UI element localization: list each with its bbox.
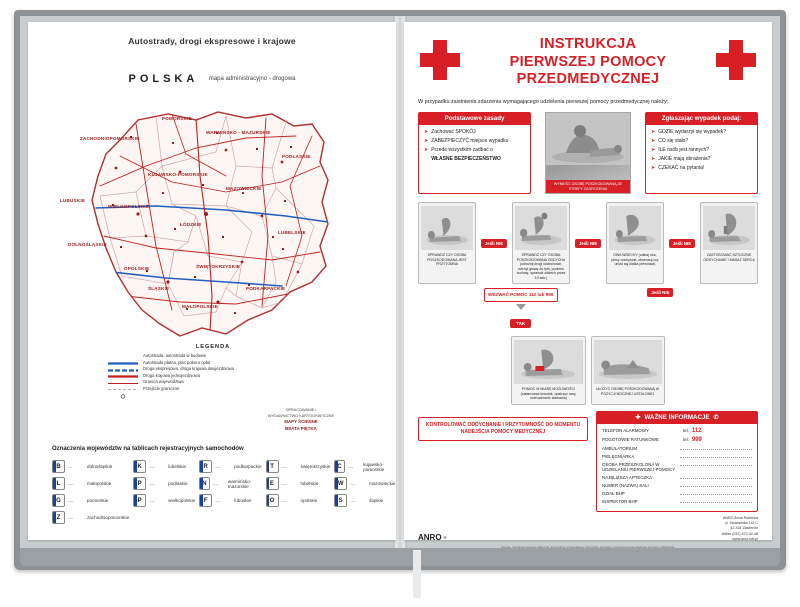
poster-title xyxy=(470,36,706,89)
report-item xyxy=(651,147,752,154)
report-item-label: JAKIE mają obrażenia? xyxy=(658,156,711,163)
address-line: www.anro.net.pl xyxy=(732,536,758,541)
step-text: ZASTOSOWAĆ SZTUCZNE ODDYCHANIE I MASAŻ SERCA xyxy=(703,253,755,262)
plate-item xyxy=(266,460,331,473)
voivodeship-label: WARMIŃSKO - MAZURSKIE xyxy=(206,130,271,135)
voivodeship-label: POMORSKIE xyxy=(162,116,192,121)
procedure-steps xyxy=(418,202,758,405)
info-row xyxy=(602,491,752,496)
poster-header xyxy=(418,34,758,96)
plate-letter: W xyxy=(334,477,347,490)
plate-dots: .... xyxy=(215,497,221,504)
basics-item xyxy=(424,156,525,163)
map-credit xyxy=(236,408,366,433)
info-row xyxy=(602,437,752,443)
plate-region: lubelskie xyxy=(168,464,187,469)
plate-letter: S xyxy=(334,494,347,507)
legend-item xyxy=(108,366,318,371)
plate-item xyxy=(133,477,195,490)
credit-line-2: WYDAWNICTWO KARTOGRAFICZNE xyxy=(267,413,335,418)
legend-title: LEGENDA xyxy=(195,344,231,350)
voivodeship-label: LUBELSKIE xyxy=(278,230,306,235)
basics-item-label: Przede wszystkim zadbać o xyxy=(431,147,493,154)
step-illustration xyxy=(515,206,567,250)
plate-dots: .... xyxy=(149,463,155,470)
step-text: POMOC W MIARĘ MOŻLIWOŚCI (zatamować krwotok, opatrzyć rany, unieruchomić złamania) xyxy=(520,387,577,401)
plate-dots: .... xyxy=(281,480,288,487)
step-illustration xyxy=(703,206,755,250)
voivodeship-label: PODKARPACKIE xyxy=(246,286,286,291)
call-and-yes-branch xyxy=(418,288,758,330)
plate-dots: .... xyxy=(149,497,155,504)
address-line: 42-431 Zawiercie xyxy=(730,526,758,531)
step-text: DWA WDECHY (zatkaj nos, plecy odchylone, obserwuj czy unosi się klatka piersiowa) xyxy=(611,253,659,267)
red-cross-icon xyxy=(716,40,756,80)
plate-dots: .... xyxy=(68,514,74,521)
legend-label: Autostrada płatna, plac poboru opłat xyxy=(143,359,211,365)
arrow-icon: ➤ xyxy=(424,129,429,136)
plate-dots: .... xyxy=(68,480,74,487)
map-subtitle: mapa administracyjno - drogowa xyxy=(208,75,296,82)
legend-item xyxy=(108,373,318,378)
info-label: OSOBA PRZESZKOLONA W UDZIELANIU PIERWSZEJ POMOCY xyxy=(602,462,676,472)
info-label: INSPEKTOR BHP xyxy=(602,499,638,504)
no-branch xyxy=(628,288,692,297)
plate-region: kujawsko-pomorskie xyxy=(363,461,385,472)
basics-item-label: ZABEZPIECZYĆ miejsce wypadku xyxy=(431,138,509,145)
step-check-consciousness xyxy=(418,202,476,284)
bookmark-ribbon xyxy=(413,550,421,598)
poster-title-line-1: INSTRUKCJA xyxy=(539,36,637,52)
legend-item xyxy=(108,360,318,365)
phone-icon: ✆ xyxy=(713,414,719,421)
basics-card xyxy=(418,112,531,194)
info-label: TELEFON ALARMOWY xyxy=(602,428,649,433)
plate-letter: B xyxy=(52,460,65,473)
info-row xyxy=(602,446,752,451)
plate-letter: T xyxy=(266,460,279,473)
bottom-panels xyxy=(418,411,758,512)
yes-branch-label: TAK xyxy=(510,319,531,328)
important-info-title: WAŻNE INFORMACJE xyxy=(644,414,710,421)
report-item xyxy=(651,156,752,163)
info-blank-field[interactable] xyxy=(680,449,752,450)
plate-item xyxy=(133,494,195,507)
voivodeship-label: ŁÓDZKIE xyxy=(180,222,202,227)
report-item-label: GDZIE wydarzył się wypadek? xyxy=(658,129,727,136)
info-blank-field[interactable] xyxy=(680,478,752,479)
poster-title-line-2: PIERWSZEJ POMOCY xyxy=(509,53,667,70)
info-small: tel. xyxy=(683,428,689,433)
plate-letter: P xyxy=(133,494,146,507)
plate-item xyxy=(266,494,331,507)
step-illustration xyxy=(609,206,661,250)
plates-grid xyxy=(52,460,396,524)
plate-item xyxy=(266,477,331,490)
brand-registered-mark: ® xyxy=(443,535,447,541)
left-page-map xyxy=(28,22,396,540)
voivodeship-label: PODLASKIE xyxy=(282,154,311,159)
plate-region: podkarpackie xyxy=(234,464,262,469)
basics-item-label: Zachować SPOKÓJ xyxy=(431,129,476,136)
plate-dots: .... xyxy=(281,463,288,470)
plate-item xyxy=(199,460,261,473)
right-page-first-aid xyxy=(404,22,772,550)
legend-label: Autostrada, autostrada w budowie xyxy=(143,353,207,358)
plate-letter: F xyxy=(199,494,212,507)
arrow-icon: ➤ xyxy=(651,147,656,154)
plate-letter: P xyxy=(133,477,146,490)
step-illustration xyxy=(594,340,662,384)
brand-logo xyxy=(418,533,447,542)
arrow-icon: ➤ xyxy=(424,147,429,154)
plate-region: mazowieckie xyxy=(369,481,396,486)
report-item xyxy=(651,138,752,145)
info-row xyxy=(602,428,752,434)
step-illustration-svg xyxy=(609,206,661,250)
report-body xyxy=(645,125,758,194)
branch-tag-2 xyxy=(575,202,601,284)
arrow-down-icon xyxy=(516,304,526,310)
plate-dots: .... xyxy=(149,480,155,487)
voivodeship-label: MAZOWIECKIE xyxy=(226,186,262,191)
plate-dots: .... xyxy=(350,480,356,487)
important-info-header xyxy=(596,411,758,424)
legend-item xyxy=(108,353,318,358)
steps-row-2 xyxy=(418,336,758,405)
important-info-card xyxy=(596,411,758,512)
plates-section-title: Oznaczenia województw na tablicach rejestracyjnych samochodów xyxy=(52,446,244,452)
plate-letter: K xyxy=(133,460,146,473)
map-heading xyxy=(28,70,396,88)
plate-letter: C xyxy=(334,460,345,473)
legend-label: Droga krajowa jednojezdniowa xyxy=(143,372,201,378)
step-illustration xyxy=(421,206,473,250)
arrow-icon: ➤ xyxy=(651,165,656,172)
step-cpr xyxy=(700,202,758,284)
basics-header: Podstawowe zasady xyxy=(418,112,531,125)
rescue-photo-image xyxy=(546,113,630,180)
call-help-label: WEZWAĆ POMOC 112 lub 999 xyxy=(484,288,558,302)
plate-region: podlaskie xyxy=(168,481,188,486)
step-check-breathing xyxy=(512,202,570,284)
plate-region: lubuskie xyxy=(234,498,252,503)
plate-region: wielkopolskie xyxy=(168,498,196,503)
red-cross-icon xyxy=(420,40,460,80)
arrow-icon: ➤ xyxy=(651,129,656,136)
plate-region: świętokrzyskie xyxy=(300,464,331,469)
plate-letter: L xyxy=(52,477,65,490)
info-value: 112 xyxy=(691,428,702,434)
info-label: DZIAŁ BHP xyxy=(602,491,625,496)
plate-letter: O xyxy=(266,494,279,507)
address-line: tel/fax (032) 672-42-48 xyxy=(721,531,758,536)
call-help-box xyxy=(484,288,558,330)
voivodeship-label: ŚLĄSKIE xyxy=(148,286,170,291)
legend-symbol-motorway xyxy=(108,353,138,358)
plate-item xyxy=(199,477,261,490)
step-illustration-svg xyxy=(703,206,755,250)
info-blank-field[interactable] xyxy=(680,502,752,503)
first-aid-poster xyxy=(418,34,758,550)
warning-column xyxy=(418,411,588,441)
cross-small-icon: ✚ xyxy=(635,414,641,421)
info-blank-field[interactable] xyxy=(680,465,752,466)
info-value: 999 xyxy=(691,437,702,443)
branch-tag-label: Jeśli NIE xyxy=(669,239,695,248)
plate-region: zachodniopomorskie xyxy=(87,515,130,520)
voivodeship-label: OPOLSKIE xyxy=(124,266,150,271)
credit-line-1: OPRACOWANIE I xyxy=(285,408,317,412)
credit-publisher: MAPY ŚCIENNE xyxy=(284,419,318,425)
legend-symbol-expressway xyxy=(108,366,138,371)
info-blank-field[interactable] xyxy=(680,486,752,487)
map-title: Autostrady, drogi ekspresowe i krajowe xyxy=(128,36,296,46)
plate-item xyxy=(52,477,129,490)
branch-tag-label: Jeśli NIE xyxy=(481,239,507,248)
plate-item xyxy=(52,511,129,524)
step-text: UŁOŻYĆ OSOBĘ POSZKODOWANĄ W POZYCJI BOCZNEJ USTALONEJ xyxy=(596,387,660,396)
voivodeship-label: MAŁOPOLSKIE xyxy=(182,304,218,309)
credit-author: BEATA PIĘTKA xyxy=(285,425,317,431)
plate-dots: .... xyxy=(350,497,356,504)
voivodeship-label: ŚWIĘTOKRZYSKIE xyxy=(196,264,241,269)
rescue-photo xyxy=(545,112,631,194)
plate-item xyxy=(199,494,261,507)
plate-dots: ... xyxy=(68,463,73,470)
info-label: NAJBLIŻSZA APTECZKA xyxy=(602,475,653,480)
poland-map-graphic xyxy=(46,88,376,378)
basics-item xyxy=(424,129,525,136)
info-label: NUMER (NAZWA) SALI xyxy=(602,483,649,488)
legend-label: Przejście graniczne xyxy=(143,385,180,391)
book-bottom-edge xyxy=(20,548,780,566)
important-info-body xyxy=(596,424,758,512)
plate-dots: .... xyxy=(281,497,288,504)
info-blank-field[interactable] xyxy=(680,457,752,458)
branch-tag-3 xyxy=(669,202,695,284)
plate-letter: E xyxy=(266,477,279,490)
step-text: SPRAWDŹ CZY OSOBA POSZKODOWANA JEST PRZYTOMNA xyxy=(427,253,467,267)
basics-body xyxy=(418,125,531,194)
legend-symbol-crossing xyxy=(108,386,138,391)
plate-letter: Z xyxy=(52,511,65,524)
basics-item xyxy=(424,147,525,154)
rescue-illustration xyxy=(546,113,630,165)
basics-item-label: WŁASNE BEZPIECZEŃSTWO xyxy=(431,156,501,163)
poster-footer xyxy=(418,516,758,542)
plate-item xyxy=(52,460,129,473)
report-card xyxy=(645,112,758,194)
poster-title-line-3: PRZEDMEDYCZNEJ xyxy=(516,71,660,88)
arrow-icon: ➤ xyxy=(424,138,429,145)
report-header: Zgłaszając wypadek podaj: xyxy=(645,112,758,125)
step-illustration xyxy=(514,340,582,384)
steps-row-1 xyxy=(418,202,758,284)
company-address xyxy=(722,516,758,542)
plate-item xyxy=(133,460,195,473)
legend-item xyxy=(108,386,318,391)
plate-dots: .... xyxy=(215,463,221,470)
report-item-label: CO się stało? xyxy=(658,138,689,145)
branch-tag-label: Jeśli NIE xyxy=(575,239,601,248)
info-label: AMBULATORIUM xyxy=(602,446,638,451)
voivodeship-label: KUJAWSKO-POMORSKIE xyxy=(148,172,208,177)
monitor-warning: KONTROLOWAĆ ODDYCHANIE I PRZYTOMNOŚĆ DO MOMENTU NADEJŚCIA POMOCY MEDYCZNEJ xyxy=(418,417,588,441)
plate-letter: R xyxy=(199,460,212,473)
plate-letter: G xyxy=(52,494,65,507)
plate-region: śląskie xyxy=(369,498,384,503)
step-illustration-svg xyxy=(515,206,567,250)
step-text: SPRAWDŹ CZY OSOBA POSZKODOWANA ODDYCHA (udrożnij drogi oddechowe, odchyl głowę do tyłu, podnieś żuchwę, sprawdź oddech przez 10 sek.) xyxy=(516,253,566,280)
footnote: Uwaga: Instrukcja stanowi załącznik pomocniczy. Pracodawca, kierownik i kierujący rozpowszechnia właściwe przepisy zakładowe. xyxy=(500,545,676,550)
voivodeship-label: LUBUSKIE xyxy=(60,198,86,203)
plate-region: warmińsko-mazurskie xyxy=(227,478,252,489)
legend-label: Granica województwa xyxy=(143,379,184,385)
info-blank-field[interactable] xyxy=(680,494,752,495)
step-illustration-svg xyxy=(594,340,662,384)
info-label: POGOTOWIE RATUNKOWE xyxy=(602,437,659,442)
arrow-icon: ➤ xyxy=(651,156,656,163)
voivodeship-label: DOLNOŚLĄSKIE xyxy=(68,242,107,247)
basics-item xyxy=(424,138,525,145)
address-line: ul. Słowiańska 118 C xyxy=(724,521,758,526)
report-item-label: CZEKAĆ na pytania! xyxy=(658,165,705,172)
rescue-photo-caption: WYNIEŚĆ OSOBĘ POSZKODOWANĄ ZE STREFY ZAGROŻENIA xyxy=(546,180,630,193)
legend-symbol-border xyxy=(108,379,138,384)
info-row xyxy=(602,499,752,504)
step-two-breaths xyxy=(606,202,664,284)
map-country-name: POLSKA xyxy=(128,72,199,85)
plate-item xyxy=(334,477,395,490)
address-line: ANRO Anna Robenka xyxy=(723,516,758,520)
poster-intro-text: W przypadku zaistnienia zdarzenia wymagającego udzielenia pierwszej pomocy przedmedycznej należy: xyxy=(418,99,669,105)
plate-letter: N xyxy=(199,477,209,490)
info-label: PIELĘGNIARKA xyxy=(602,454,635,459)
step-illustration-svg xyxy=(514,340,582,384)
plate-region: dolnośląskie xyxy=(87,464,113,469)
voivodeship-label: WIELKOPOLSKIE xyxy=(108,204,150,209)
legend-label: Droga ekspresowa, droga krajowa dwujezdniowa xyxy=(143,366,235,372)
map-legend xyxy=(108,344,318,393)
plate-region: lubelskie xyxy=(300,481,319,486)
branch-tag-1 xyxy=(481,202,507,284)
info-row xyxy=(602,462,752,472)
step-recovery-position xyxy=(591,336,665,405)
report-item-label: ILE osób jest rannych? xyxy=(658,147,710,154)
legend-item xyxy=(108,379,318,384)
plate-dots: .... xyxy=(68,497,74,504)
open-book xyxy=(14,10,786,570)
step-provide-aid xyxy=(511,336,585,405)
plate-item xyxy=(334,494,395,507)
plate-region: pomorskie xyxy=(87,498,109,503)
plate-region: małopolskie xyxy=(87,481,112,486)
plate-region: opolskie xyxy=(300,498,318,503)
top-panels xyxy=(418,112,758,194)
brand-name: ANRO xyxy=(418,533,442,543)
info-row xyxy=(602,454,752,459)
no-branch-label: Jeśli NIE xyxy=(647,288,673,297)
legend-symbol-toll xyxy=(108,360,138,365)
info-small: tel. xyxy=(683,437,689,442)
voivodeship-label: ZACHODNIOPOMORSKIE xyxy=(80,136,140,141)
legend-symbol-national-road xyxy=(108,373,138,378)
info-row xyxy=(602,475,752,480)
plate-dots: .... xyxy=(212,480,219,487)
arrow-icon: ➤ xyxy=(651,138,656,145)
plate-item xyxy=(334,460,395,473)
plate-item xyxy=(52,494,129,507)
report-item xyxy=(651,129,752,136)
plate-dots: .... xyxy=(347,463,354,470)
info-row xyxy=(602,483,752,488)
report-item xyxy=(651,165,752,172)
step-illustration-svg xyxy=(421,206,473,250)
